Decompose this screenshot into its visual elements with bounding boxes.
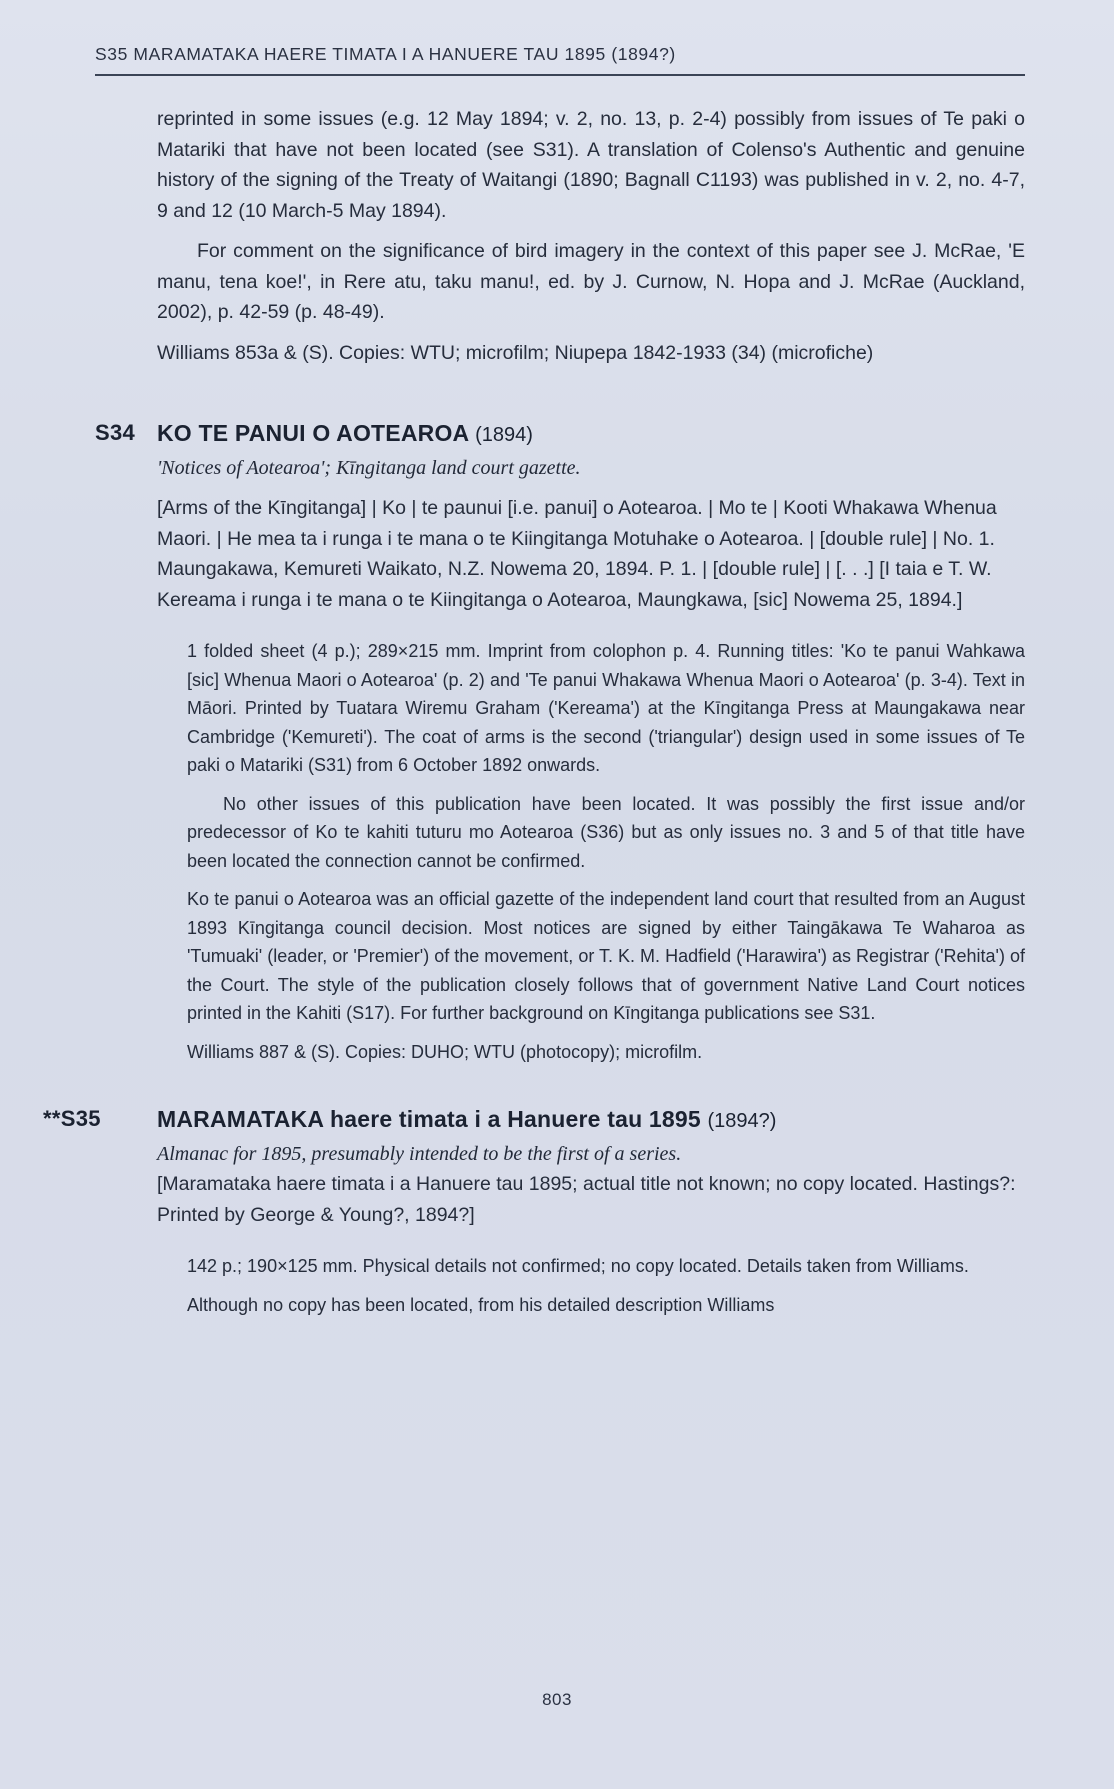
s35-note-1: 142 p.; 190×125 mm. Physical details not confirmed; no copy located. Details taken from Williams. — [187, 1256, 969, 1276]
entry-sigil-s35: **S35 — [43, 1106, 101, 1131]
header-rule — [95, 74, 1025, 76]
spacer — [95, 226, 1025, 236]
spacer — [95, 1066, 1025, 1106]
entry-title-text: KO TE PANUI O AOTEAROA — [157, 420, 469, 446]
s34-holdings: Williams 887 & (S). Copies: DUHO; WTU (photocopy); microfilm. — [187, 1041, 703, 1062]
page-content — [43, 104, 1025, 1319]
entry-title-s34 — [157, 420, 1025, 447]
s35-subtitle: Almanac for 1895, presumably intended to be the first of a series. — [157, 1143, 682, 1165]
entry-year: (1894) — [475, 424, 533, 446]
s34-subtitle: 'Notices of Aotearoa'; Kīngitanga land court gazette. — [157, 457, 581, 479]
spacer — [95, 368, 1025, 420]
s34-note-2: No other issues of this publication have been located. It was possibly the first issue and/or predecessor of Ko te kahiti tuturu mo Aotearoa (S36) but as only issues no. 3 and 5 of that title have been located the connection cannot be confirmed. — [187, 793, 1025, 871]
s33-paragraph-2: For comment on the significance of bird imagery in the context of this paper see J. McRae, 'E manu, tena koe!', in Rere atu, taku manu!, ed. by J. Curnow, N. Hopa and J. McRae (Auckland, 2002), p. 42-59 (p. 48-49). — [157, 240, 1025, 323]
spacer — [95, 875, 1025, 885]
s34-quasi-title: [Arms of the Kīngitanga] | Ko | te paunui [i.e. panui] o Aotearoa. | Mo te | Kooti Whakawa Whenua Maori. | He mea ta i runga i te mana o te Kiingitanga Motuhake o Aotearoa. | [double rule] | No. 1. Maungakawa, Kemureti Waikato, N.Z. Nowema 20, 1894. P. 1. | [double rule] | [. . .] [I taia e T. W. Kereama i runga i te mana o te Kiingitanga o Aotearoa, Maungkawa, [sic] Nowema 25, 1894.] — [157, 497, 997, 611]
entry-heading-s34 — [95, 420, 1025, 447]
spacer — [95, 780, 1025, 790]
spacer — [95, 328, 1025, 338]
page-number: 803 — [542, 1690, 572, 1709]
spacer — [95, 1028, 1025, 1038]
spacer — [95, 483, 1025, 493]
entry-heading-s35 — [43, 1106, 1025, 1133]
spacer — [95, 615, 1025, 637]
entry-sigil-s34: S34 — [95, 420, 136, 445]
entry-year: (1894?) — [707, 1110, 777, 1132]
s33-holdings: Williams 853a & (S). Copies: WTU; microfilm; Niupepa 1842-1933 (34) (microfiche) — [157, 341, 874, 364]
s33-paragraph-1: reprinted in some issues (e.g. 12 May 1894; v. 2, no. 13, p. 2-4) possibly from issues of Te paki o Matariki that have not been located (see S31). A translation of Colenso's Authentic and genuine history of the signing of the Treaty of Waitangi (1890; Bagnall C1193) was published in v. 2, no. 4-7, 9 and 12 (10 March-5 May 1894). — [157, 108, 1025, 222]
entry-title-s35 — [157, 1106, 1025, 1133]
entry-title-text: MARAMATAKA haere timata i a Hanuere tau 1895 — [157, 1106, 701, 1132]
spacer — [95, 1281, 1025, 1291]
spacer — [95, 1230, 1025, 1252]
running-head: S35 MARAMATAKA HAERE TIMATA I A HANUERE TAU 1895 (1894?) — [95, 44, 676, 64]
s34-note-3: Ko te panui o Aotearoa was an official gazette of the independent land court that resulted from an August 1893 Kīngitanga council decision. Most notices are signed by either Taingākawa Te Waharoa as 'Tumuaki' (leader, or 'Premier') of the movement, or T. K. M. Hadfield ('Harawira') as Registrar ('Rehita') of the Court. The style of the publication closely follows that of government Native Land Court notices printed in the Kahiti (S17). For further background on Kīngitanga publications see S31. — [187, 889, 1025, 1023]
s34-note-1: 1 folded sheet (4 p.); 289×215 mm. Imprint from colophon p. 4. Running titles: 'Ko te panui Wahkawa [sic] Whenua Maori o Aotearoa' (p. 2) and 'Te panui Whakawa Whenua Maori o Aotearoa' (p. 3-4). Text in Māori. Printed by Tuatara Wiremu Graham ('Kereama') at the Kīngitanga Press at Maungakawa near Cambridge ('Kemureti'). The coat of arms is the second ('triangular') design used in some issues of Te paki o Matariki (S31) from 6 October 1892 onwards. — [187, 641, 1025, 775]
s35-note-2: Although no copy has been located, from his detailed description Williams — [187, 1294, 775, 1315]
s35-quasi-title: [Maramataka haere timata i a Hanuere tau 1895; actual title not known; no copy located. Hastings?: Printed by George & Young?, 1894?] — [157, 1173, 1016, 1226]
